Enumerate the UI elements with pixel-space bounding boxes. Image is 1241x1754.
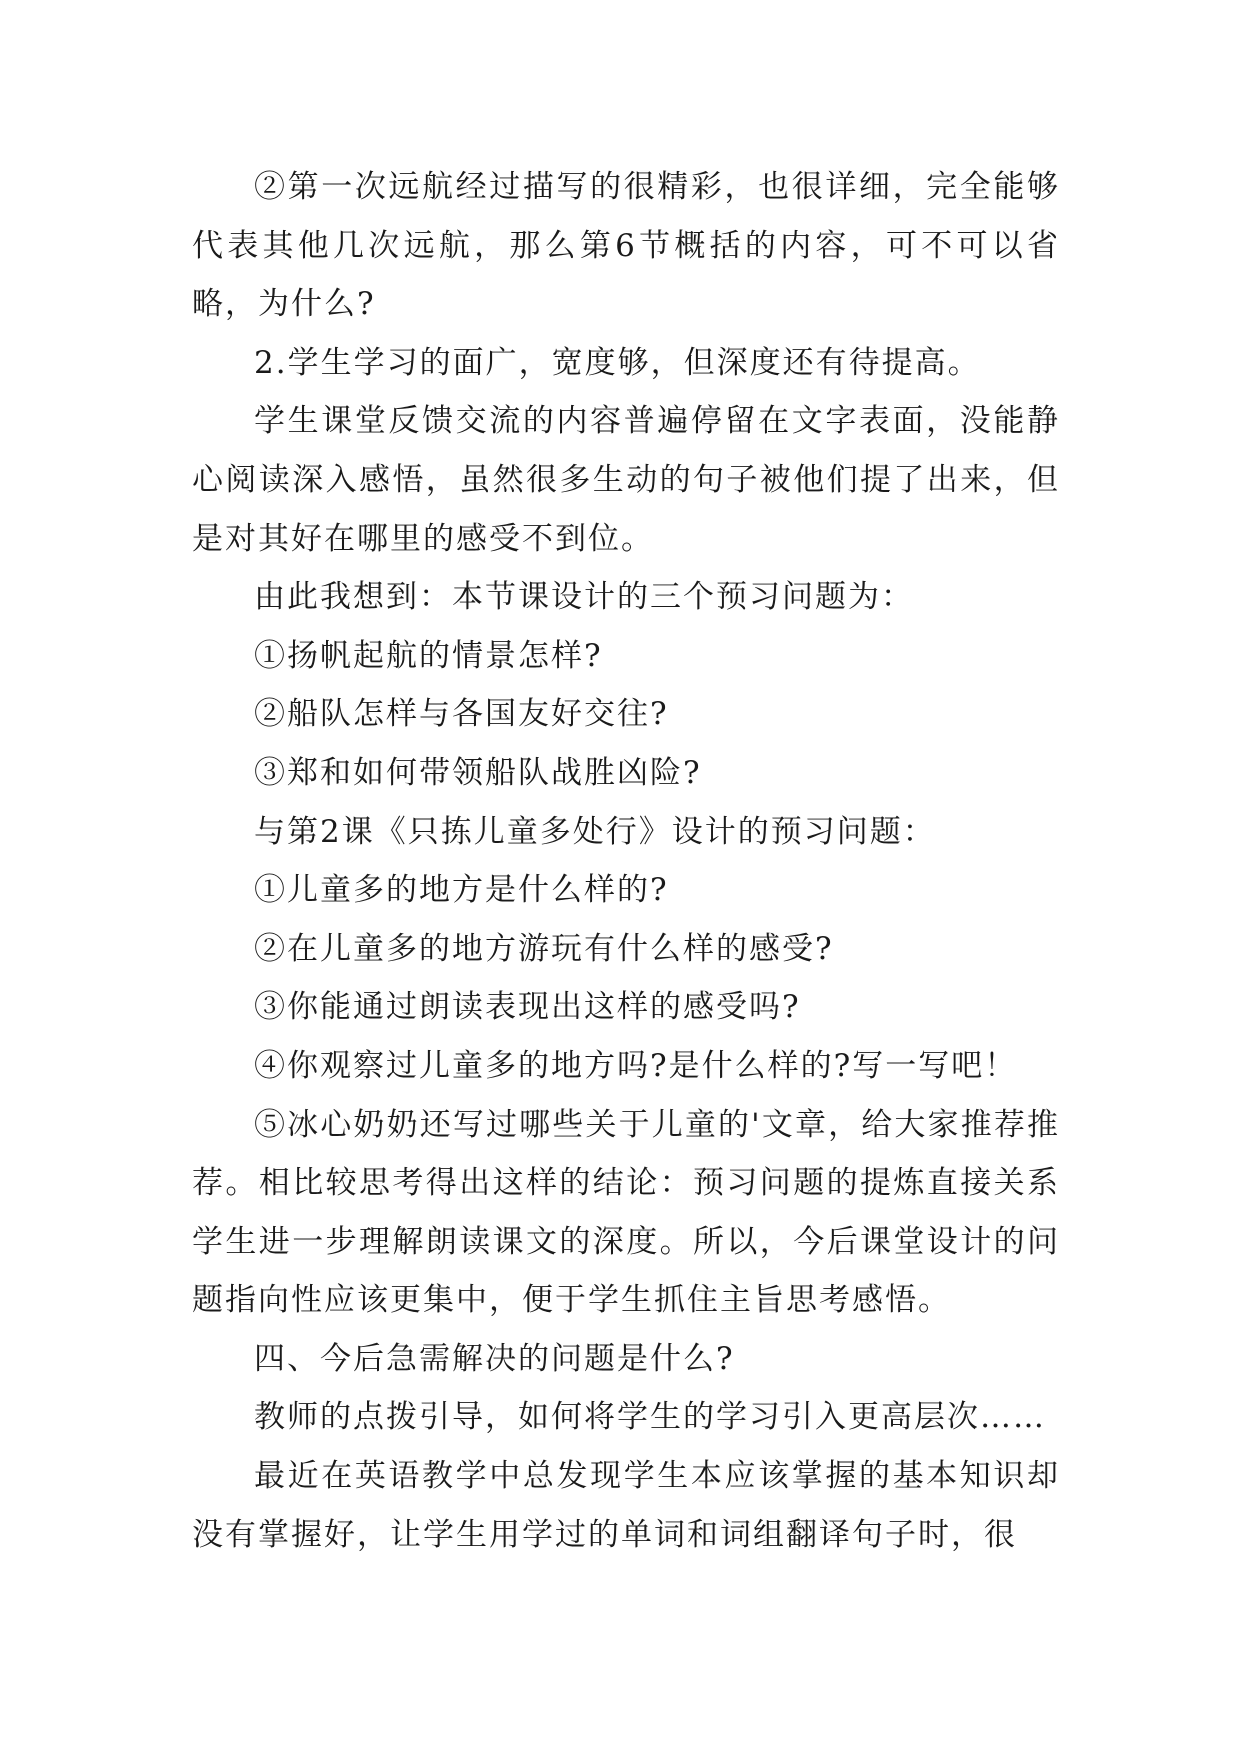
paragraph: 学生课堂反馈交流的内容普遍停留在文字表面，没能静心阅读深入感悟，虽然很多生动的句子被他们提了出来，但是对其好在哪里的感受不到位。	[192, 403, 1060, 557]
document-body	[192, 158, 1060, 1564]
paragraph: 与第2课《只拣儿童多处行》设计的预习问题：	[254, 813, 936, 850]
paragraph: ④你观察过儿童多的地方吗?是什么样的?写一写吧！	[254, 1047, 1018, 1084]
paragraph: 四、今后急需解决的问题是什么?	[254, 1340, 735, 1377]
paragraph: ①扬帆起航的情景怎样?	[254, 637, 603, 674]
paragraph: ⑤冰心奶奶还写过哪些关于儿童的'文章，给大家推荐推荐。相比较思考得出这样的结论：预习问题的提炼直接关系学生进一步理解朗读课文的深度。所以，今后课堂设计的问题指向性应该更集中，便于学生抓住主旨思考感悟。	[192, 1106, 1060, 1319]
paragraph: ②船队怎样与各国友好交往?	[254, 696, 669, 733]
paragraph: ③郑和如何带领船队战胜凶险?	[254, 754, 702, 791]
paragraph: 2.学生学习的面广，宽度够，但深度还有待提高。	[254, 344, 981, 381]
paragraph: ③你能通过朗读表现出这样的感受吗?	[254, 989, 801, 1026]
paragraph: ②在儿童多的地方游玩有什么样的感受?	[254, 930, 834, 967]
paragraph: ②第一次远航经过描写的很精彩，也很详细，完全能够代表其他几次远航，那么第6节概括的内容，可不可以省略，为什么?	[192, 169, 1060, 323]
paragraph: 由此我想到：本节课设计的三个预习问题为：	[254, 579, 914, 616]
paragraph: 教师的点拨引导，如何将学生的学习引入更高层次……	[254, 1399, 1046, 1436]
paragraph: ①儿童多的地方是什么样的?	[254, 872, 669, 909]
paragraph: 最近在英语教学中总发现学生本应该掌握的基本知识却没有掌握好，让学生用学过的单词和词组翻译句子时，很	[192, 1458, 1060, 1553]
